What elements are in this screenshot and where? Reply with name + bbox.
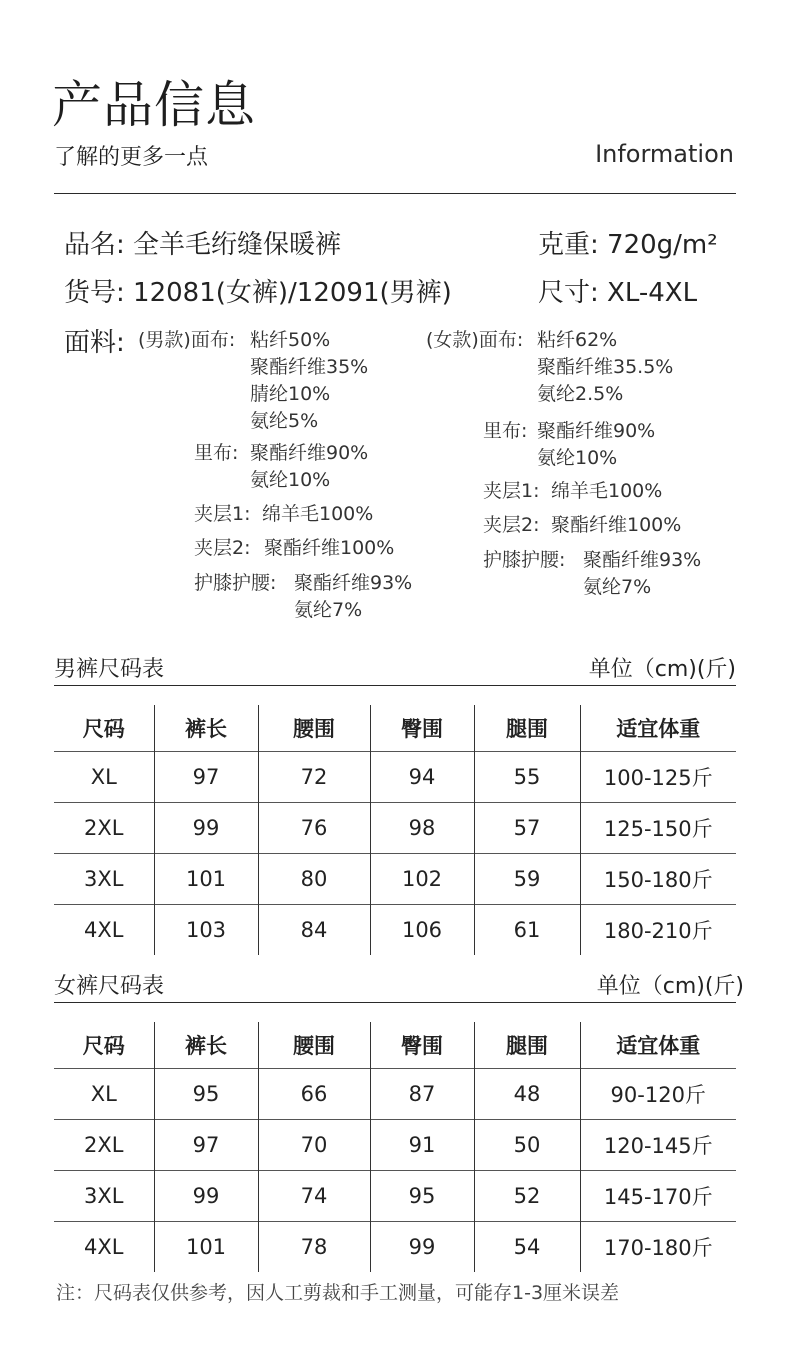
men-outer-item: 聚酯纤维35% [250,356,369,378]
table-cell: 3XL [54,1171,154,1222]
column-header: 裤长 [154,1022,258,1069]
table-cell: 84 [258,905,370,956]
women-layer2-value: 聚酯纤维100% [551,514,682,536]
women-lining-item: 氨纶10% [537,447,618,469]
table-cell: 95 [370,1171,474,1222]
table-cell: 80 [258,854,370,905]
table-cell: 95 [154,1069,258,1120]
men-outer-item: 粘纤50% [250,329,331,351]
table-row [54,905,736,956]
women-layer1-value: 绵羊毛100% [551,480,663,502]
table-cell: 78 [258,1222,370,1273]
table-cell: 48 [474,1069,580,1120]
table-cell: 101 [154,854,258,905]
table-cell: 145-170斤 [580,1171,736,1222]
table-row [54,1069,736,1120]
column-header: 腿围 [474,1022,580,1069]
table-cell: 55 [474,752,580,803]
table-cell: 2XL [54,1120,154,1171]
women-table-unit: 单位（cm)(斤) [596,974,744,999]
men-outer-item: 氨纶5% [250,410,319,432]
column-header: 臀围 [370,705,474,752]
table-cell: 76 [258,803,370,854]
table-cell: 91 [370,1120,474,1171]
table-cell: 74 [258,1171,370,1222]
table-cell: 98 [370,803,474,854]
footnote: 注：尺码表仅供参考，因人工剪裁和手工测量，可能存1-3厘米误差 [56,1282,620,1304]
table-cell: 101 [154,1222,258,1273]
table-row [54,1120,736,1171]
column-header: 适宜体重 [580,1022,736,1069]
table-cell: 94 [370,752,474,803]
women-lining-label: 里布: [483,420,528,442]
women-outer-label: (女款)面布: [426,329,524,351]
men-guard-label: 护膝护腰: [194,572,277,594]
table-cell: XL [54,752,154,803]
table-cell: 59 [474,854,580,905]
page-subtitle: 了解的更多一点 [54,145,209,170]
column-header: 臀围 [370,1022,474,1069]
men-guard-item: 聚酯纤维93% [294,572,413,594]
table-cell: 4XL [54,1222,154,1273]
table-cell: 99 [154,1171,258,1222]
column-header: 尺码 [82,717,125,741]
men-table-divider [54,685,736,686]
men-table-title: 男裤尺码表 [54,657,165,682]
table-cell: 70 [258,1120,370,1171]
table-row [54,1171,736,1222]
table-cell: 180-210斤 [580,905,736,956]
product-weight: 克重: 720g/m² [538,230,718,260]
women-layer1-label: 夹层1: [483,480,540,502]
table-header-row [54,1022,736,1069]
women-guard-item: 氨纶7% [583,576,652,598]
table-cell: 66 [258,1069,370,1120]
table-cell: 99 [154,803,258,854]
table-cell: 54 [474,1222,580,1273]
men-table-unit: 单位（cm)(斤) [588,657,736,682]
women-outer-item: 氨纶2.5% [537,383,624,405]
table-cell: 99 [370,1222,474,1273]
header-divider [54,193,736,194]
table-cell: 97 [154,1120,258,1171]
men-guard-item: 氨纶7% [294,599,363,621]
men-outer-label: (男款)面布: [138,329,236,351]
women-lining-item: 聚酯纤维90% [537,420,656,442]
column-header: 尺码 [82,1034,125,1058]
product-item-no: 货号: 12081(女裤)/12091(男裤) [64,278,452,308]
table-cell: 90-120斤 [580,1069,736,1120]
column-header: 腿围 [474,705,580,752]
table-row [54,854,736,905]
table-cell: 170-180斤 [580,1222,736,1273]
women-outer-item: 聚酯纤维35.5% [537,356,674,378]
table-row [54,803,736,854]
table-cell: 57 [474,803,580,854]
table-cell: 106 [370,905,474,956]
table-cell: 72 [258,752,370,803]
table-cell: 50 [474,1120,580,1171]
fabric-label: 面料: [64,328,125,358]
table-row [54,752,736,803]
table-cell: 4XL [54,905,154,956]
product-name: 品名: 全羊毛绗缝保暖裤 [64,230,342,260]
men-lining-label: 里布: [194,442,239,464]
table-cell: 102 [370,854,474,905]
women-table-divider [54,1002,736,1003]
women-size-table [54,1022,736,1272]
men-lining-item: 聚酯纤维90% [250,442,369,464]
column-header: 适宜体重 [580,705,736,752]
column-header: 裤长 [154,705,258,752]
table-cell: 52 [474,1171,580,1222]
product-size: 尺寸: XL-4XL [538,278,698,308]
women-layer2-label: 夹层2: [483,514,540,536]
men-layer2-value: 聚酯纤维100% [264,537,395,559]
table-cell: 61 [474,905,580,956]
women-guard-label: 护膝护腰: [483,549,566,571]
table-cell: 87 [370,1069,474,1120]
men-layer1-label: 夹层1: [194,503,251,525]
table-cell: XL [54,1069,154,1120]
table-cell: 103 [154,905,258,956]
women-outer-item: 粘纤62% [537,329,618,351]
women-guard-item: 聚酯纤维93% [583,549,702,571]
men-size-table [54,705,736,955]
table-header-row [54,705,736,752]
men-layer1-value: 绵羊毛100% [262,503,374,525]
table-cell: 150-180斤 [580,854,736,905]
men-layer2-label: 夹层2: [194,537,251,559]
table-row [54,1222,736,1273]
page-title: 产品信息 [52,76,256,134]
table-cell: 3XL [54,854,154,905]
table-cell: 120-145斤 [580,1120,736,1171]
column-header: 腰围 [258,1022,370,1069]
men-outer-item: 腈纶10% [250,383,331,405]
page-title-en: Information [595,140,734,168]
table-cell: 125-150斤 [580,803,736,854]
men-lining-item: 氨纶10% [250,469,331,491]
women-table-title: 女裤尺码表 [54,974,165,999]
table-cell: 2XL [54,803,154,854]
table-cell: 100-125斤 [580,752,736,803]
column-header: 腰围 [258,705,370,752]
table-cell: 97 [154,752,258,803]
